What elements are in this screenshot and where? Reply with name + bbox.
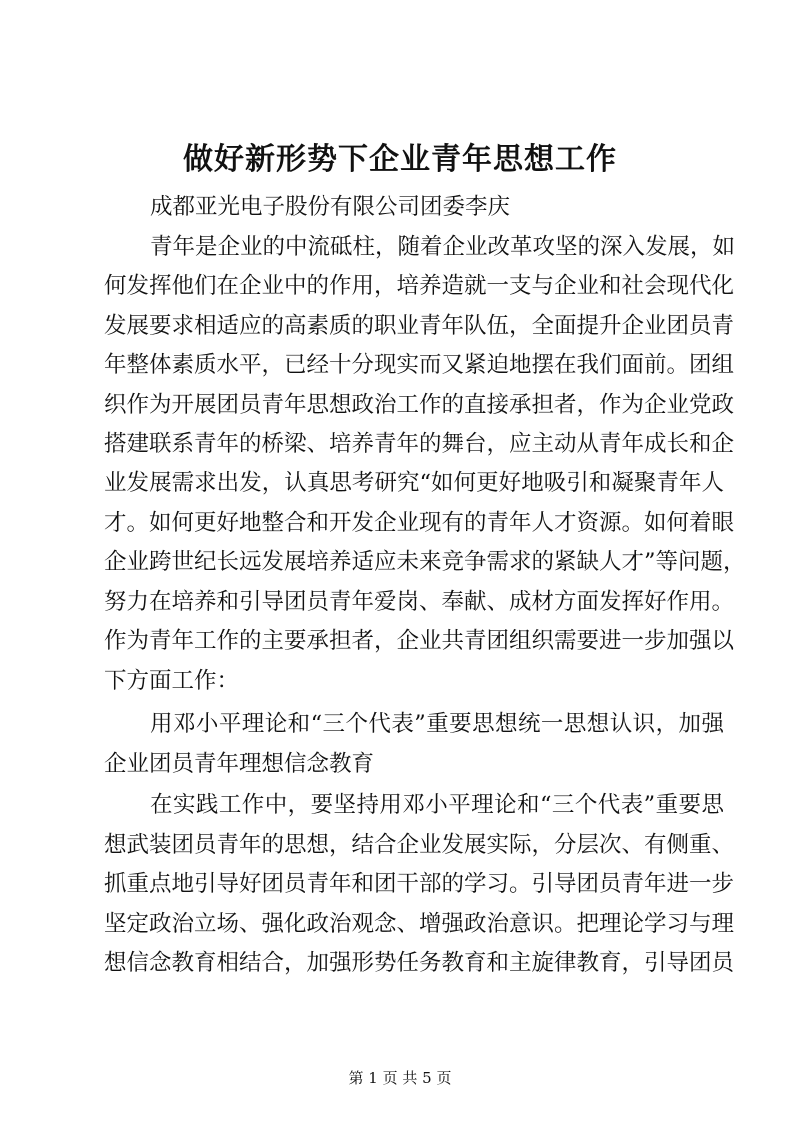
paragraph-line: 努力在培养和引导团员青年爱岗、奉献、成材方面发挥好作用。 [104,589,735,615]
paragraph-line: 发展要求相适应的高素质的职业青年队伍，全面提升企业团员青 [104,313,735,339]
page-number-footer: 第 1 页 共 5 页 [348,1069,452,1087]
paragraph-line: 作为青年工作的主要承担者，企业共青团组织需要进一步加强以 [104,628,735,654]
paragraph-line: 织作为开展团员青年思想政治工作的直接承担者，作为企业党政 [104,392,735,418]
document-title: 做好新形势下企业青年思想工作 [183,142,617,177]
paragraph-line: 下方面工作： [104,668,240,694]
paragraph-line: 才。如何更好地整合和开发企业现有的青年人才资源。如何着眼 [104,510,735,536]
paragraph-line: 坚定政治立场、强化政治观念、增强政治意识。把理论学习与理 [104,911,735,937]
paragraph-line: 企业跨世纪长远发展培养适应未来竞争需求的紧缺人才”等问题， [104,549,746,575]
paragraph-line: 业发展需求出发，认真思考研究“如何更好地吸引和凝聚青年人 [104,470,724,496]
paragraph-line: 搭建联系青年的桥梁、培养青年的舞台，应主动从青年成长和企 [104,431,735,457]
paragraph-line: 青年是企业的中流砥柱，随着企业改革攻坚的深入发展，如 [150,234,736,260]
author-line: 成都亚光电子股份有限公司团委李庆 [150,194,511,220]
paragraph-line: 抓重点地引导好团员青年和团干部的学习。引导团员青年进一步 [104,871,735,897]
paragraph-line: 想信念教育相结合，加强形势任务教育和主旋律教育，引导团员 [104,950,735,976]
paragraph-line: 想武装团员青年的思想，结合企业发展实际，分层次、有侧重、 [104,832,735,858]
paragraph-line: 在实践工作中，要坚持用邓小平理论和“三个代表”重要思 [150,792,724,818]
section-heading-line: 用邓小平理论和“三个代表”重要思想统一思想认识，加强 [150,711,724,737]
paragraph-line: 年整体素质水平，已经十分现实而又紧迫地摆在我们面前。团组 [104,352,735,378]
paragraph-line: 何发挥他们在企业中的作用，培养造就一支与企业和社会现代化 [104,273,735,299]
section-heading-line: 企业团员青年理想信念教育 [104,751,375,777]
